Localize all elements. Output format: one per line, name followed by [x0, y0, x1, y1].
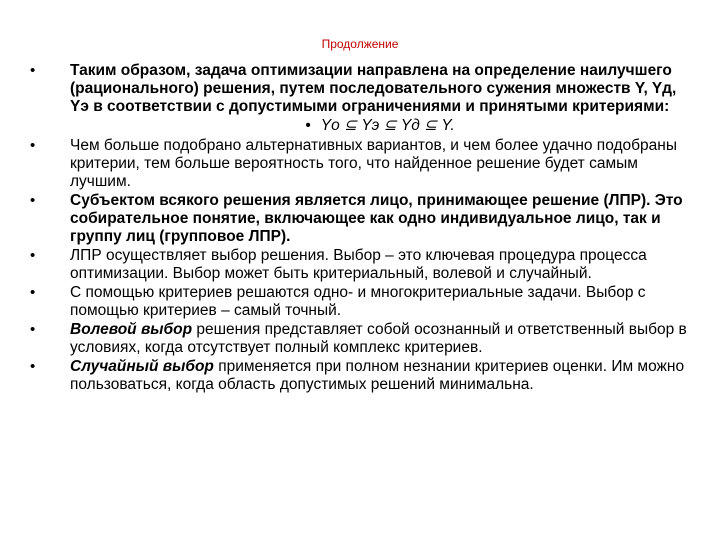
bullet-icon: •	[30, 284, 36, 301]
item-text: Субъектом всякого решения является лицо, принимающее решение (ЛПР). Это собирательное понятие, включающее как одно индивидуальное лицо, так и группу лиц (групповое ЛПР).	[70, 192, 683, 245]
list-item-alternatives	[30, 137, 690, 191]
bullet-icon: •	[305, 117, 311, 134]
formula-text: Yо ⊆ Yэ ⊆ Yд ⊆ Y.	[320, 117, 455, 134]
bullet-icon: •	[30, 62, 36, 79]
bullet-icon: •	[30, 247, 36, 264]
list-item-decision-maker	[30, 192, 690, 246]
sub-item-formula	[70, 117, 690, 135]
bullet-icon: •	[30, 358, 36, 375]
list-item-random-choice	[30, 358, 690, 394]
item-text: ЛПР осуществляет выбор решения. Выбор – это ключевая процедура процесса оптимизации. Выбор может быть критериальный, волевой и случайный.	[70, 247, 647, 282]
bullet-icon: •	[30, 192, 36, 209]
item-text: решения представляет собой осознанный и ответственный выбор в условиях, когда отсутствует полный комплекс критериев.	[70, 321, 687, 356]
bullet-icon: •	[30, 137, 36, 154]
list-item-volitional-choice	[30, 321, 690, 357]
item-text: С помощью критериев решаются одно- и многокритериальные задачи. Выбор с помощью критериев – самый точный.	[70, 284, 646, 319]
item-text: Чем больше подобрано альтернативных вариантов, и чем более удачно подобраны критерии, тем больше вероятность того, что найденное решение будет самым лучшим.	[70, 137, 677, 190]
list-item-optimization	[30, 62, 690, 116]
list-item-choice	[30, 247, 690, 283]
bullet-icon: •	[30, 321, 36, 338]
bullet-list	[30, 62, 690, 395]
slide-title: Продолжение	[321, 37, 399, 51]
term-text: Случайный выбор	[70, 358, 214, 375]
item-text: применяется при полном незнании критериев оценки. Им можно пользоваться, когда область допустимых решений минимальна.	[70, 358, 685, 393]
item-text: Таким образом, задача оптимизации направлена на определение наилучшего (рационального) решения, путем последовательного сужения множеств Y, Yд, Yэ в соответствии с допустимыми ограничениями и принятыми критериями:	[70, 62, 677, 115]
term-text: Волевой выбор	[70, 321, 193, 338]
list-item-criteria	[30, 284, 690, 320]
